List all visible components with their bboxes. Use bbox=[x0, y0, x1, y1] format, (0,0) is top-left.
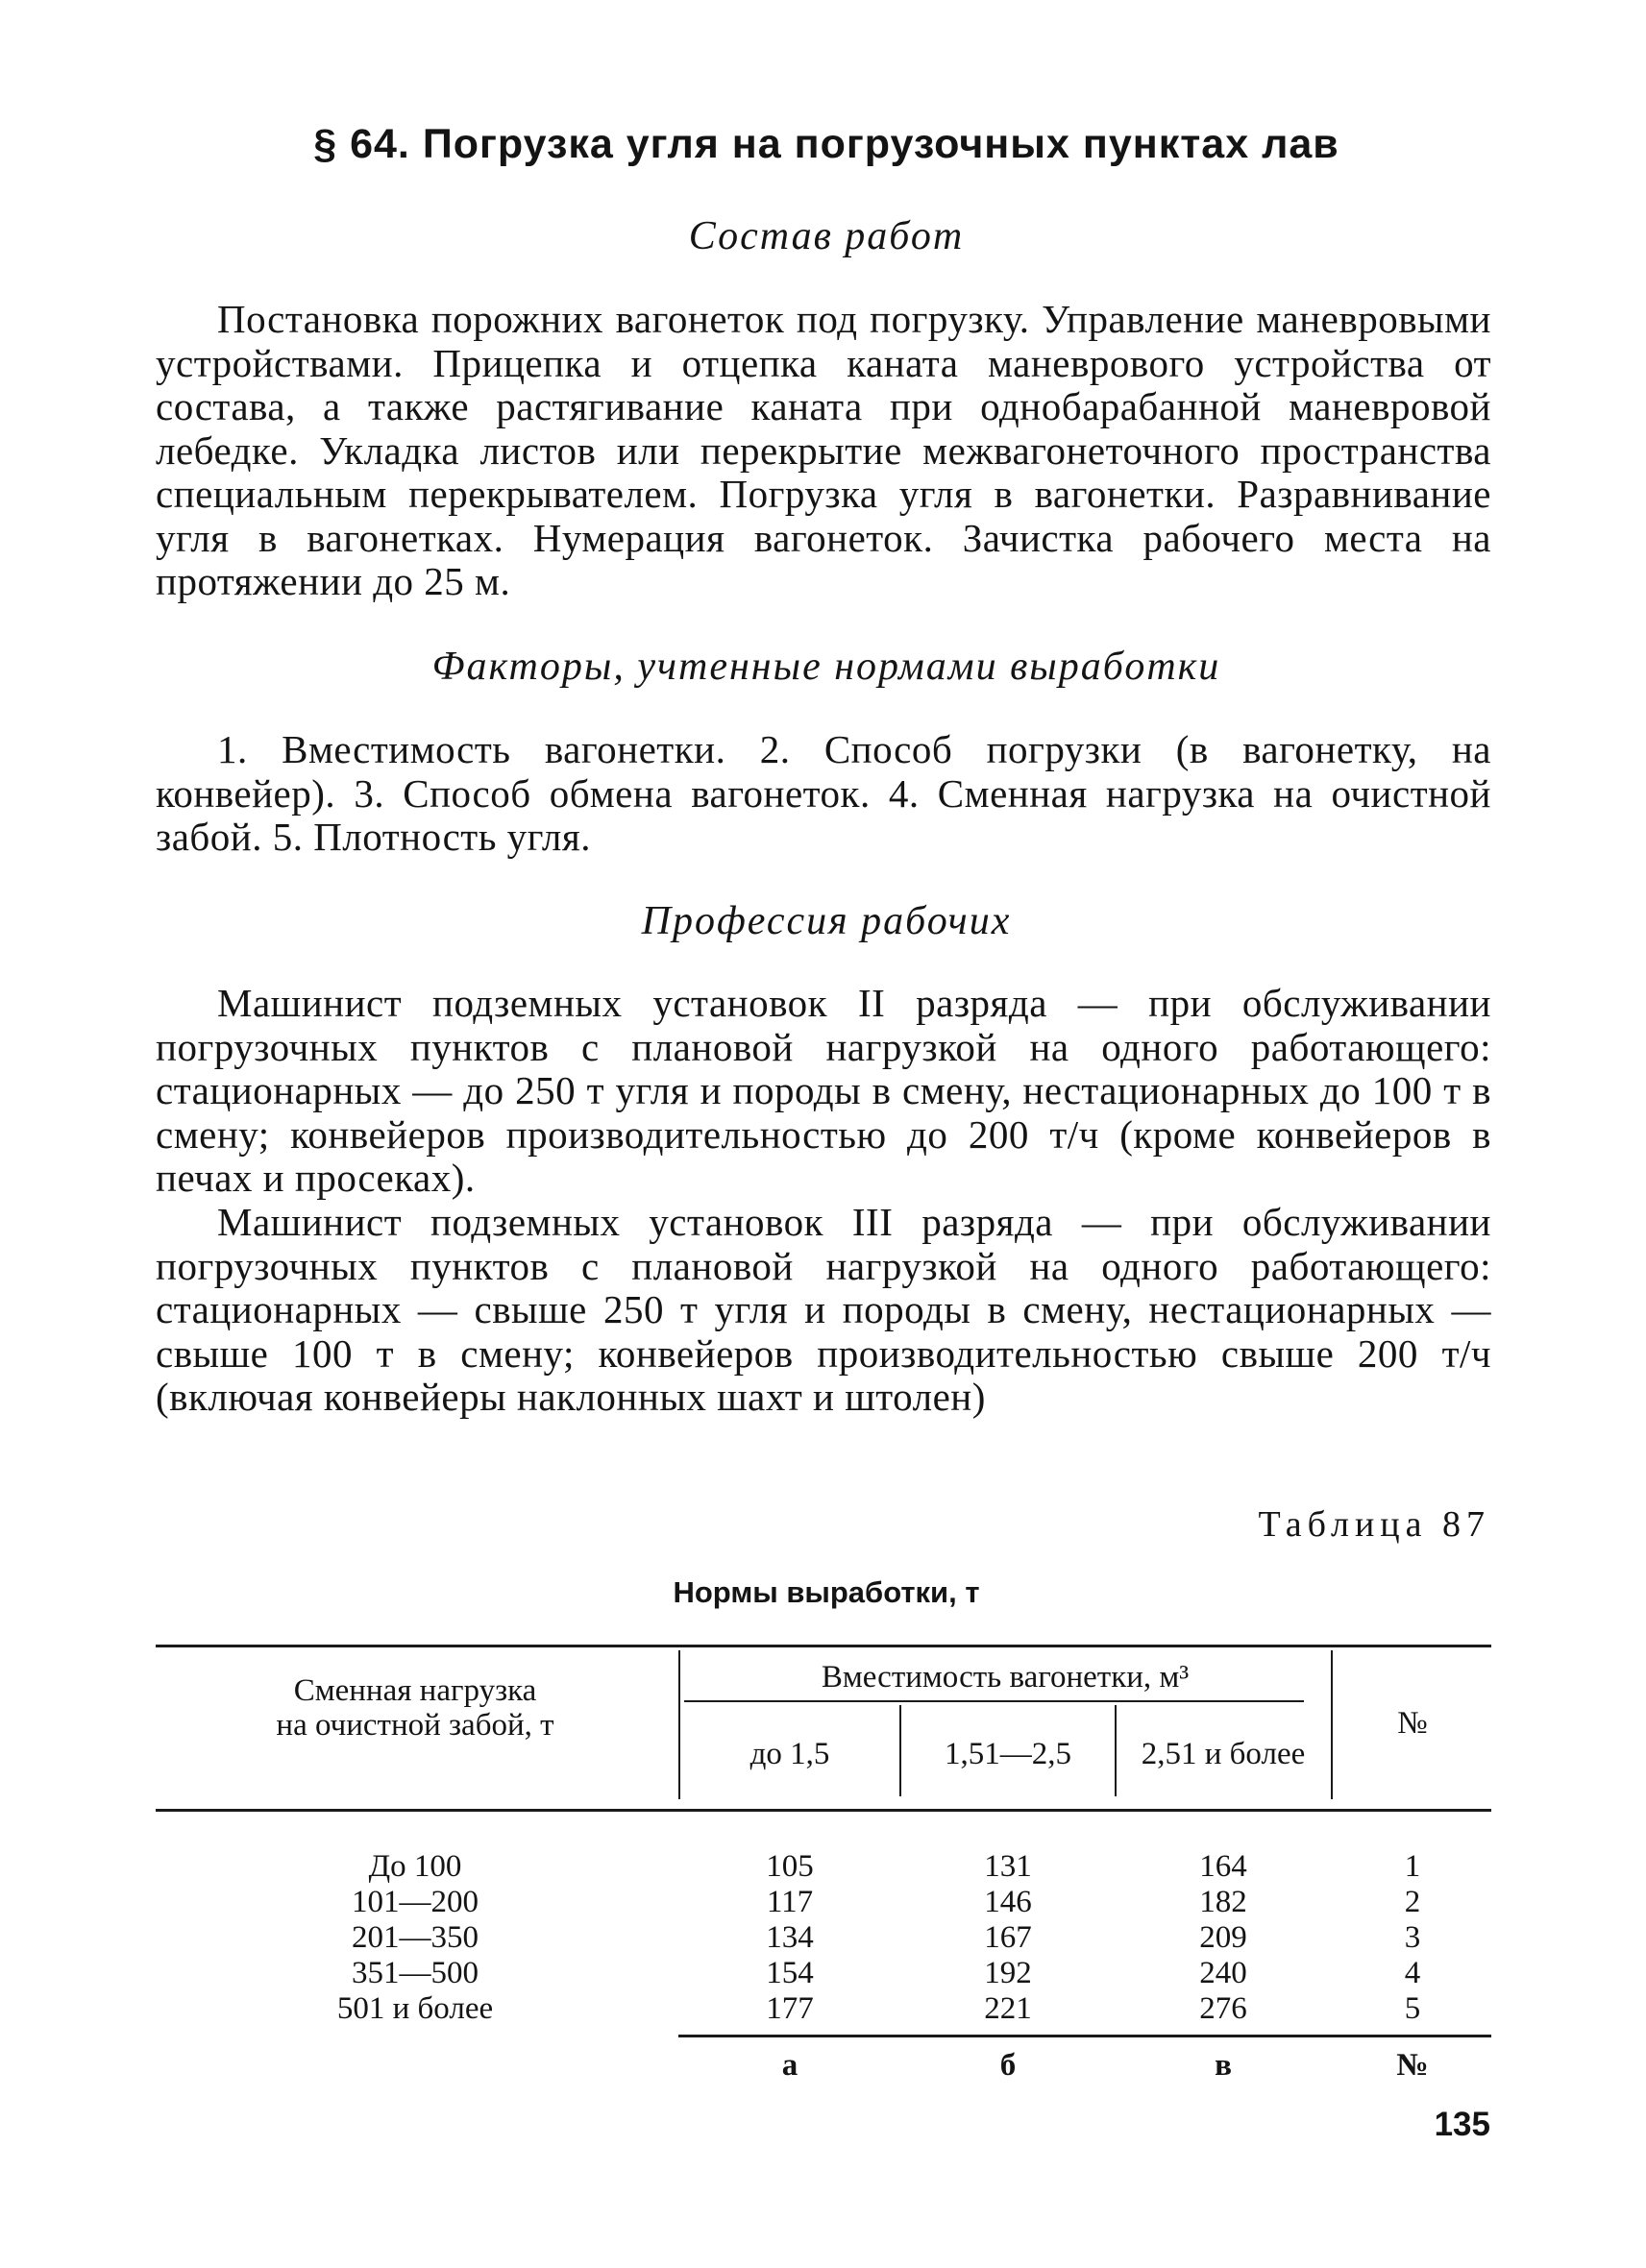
section-title: § 64. Погрузка угля на погрузочных пунктах лав bbox=[313, 121, 1339, 167]
row-value-c: 240 bbox=[1199, 1956, 1247, 1990]
page-number: 135 bbox=[1434, 2106, 1490, 2143]
header-divider-a bbox=[899, 1705, 901, 1796]
header-capacity-group: Вместимость вагонетки, м³ bbox=[821, 1660, 1190, 1695]
workers-heading: Профессия рабочих bbox=[641, 899, 1012, 943]
row-value-c: 182 bbox=[1199, 1885, 1247, 1919]
workers-paragraph-1: Машинист подземных установок II разряда — при обслуживании погрузочных пунктов с плановой нагрузкой на одного работающего: стационарных — до 250 т угля и породы в смену, нестационарных до 100 т в смену; конвейеров производительностью до 200 т/ч (кроме конвейеров в печах и просеках). bbox=[156, 981, 1491, 1200]
header-load-line2: на очистной забой, т bbox=[276, 1708, 554, 1743]
footer-col-b: б bbox=[999, 2048, 1017, 2083]
composition-heading: Состав работ bbox=[688, 214, 965, 258]
row-value-a: 154 bbox=[766, 1956, 814, 1990]
row-load: 351—500 bbox=[352, 1956, 479, 1990]
workers-paragraph-2: Машинист подземных установок III разряда — при обслуживании погрузочных пунктов с плановой нагрузкой на одного работающего: стационарных — свыше 250 т угля и породы в смену, нестационарных — свыше 100 т в смену; конвейеров производительностью свыше 200 т/ч (включая конвейеры наклонных шахт и штолен) bbox=[156, 1200, 1491, 1419]
factors-text: 1. Вместимость вагонетки. 2. Способ погрузки (в вагонетку, на конвейер). 3. Способ обмена вагонеток. 4. Сменная нагрузка на очистной забой. 5. Плотность угля. bbox=[156, 727, 1491, 859]
row-load: 201—350 bbox=[352, 1920, 479, 1955]
header-col-b: 1,51—2,5 bbox=[945, 1737, 1071, 1771]
row-number: 2 bbox=[1404, 1885, 1421, 1919]
row-value-b: 131 bbox=[984, 1849, 1032, 1884]
row-value-a: 134 bbox=[766, 1920, 814, 1955]
row-value-a: 177 bbox=[766, 1991, 814, 2026]
row-value-c: 209 bbox=[1199, 1920, 1247, 1955]
table-bottom-rule bbox=[678, 2035, 1491, 2037]
header-load-line1: Сменная нагрузка bbox=[293, 1673, 537, 1708]
header-divider-no bbox=[1331, 1650, 1333, 1799]
header-divider-load bbox=[678, 1650, 680, 1799]
header-col-c: 2,51 и более bbox=[1141, 1737, 1306, 1771]
row-load: 501 и более bbox=[336, 1991, 494, 2026]
footer-col-no: № bbox=[1396, 2048, 1429, 2083]
row-number: 1 bbox=[1404, 1849, 1421, 1884]
row-number: 4 bbox=[1404, 1956, 1421, 1990]
table-top-rule bbox=[156, 1645, 1491, 1647]
row-load: До 100 bbox=[368, 1849, 462, 1884]
table-title: Нормы выработки, т bbox=[673, 1575, 980, 1609]
row-value-b: 192 bbox=[984, 1956, 1032, 1990]
composition-text: Постановка порожних вагонеток под погрузку. Управление маневровыми устройствами. Прицепка и отцепка каната маневрового устройства от состава, а также растягивание каната при однобарабанной маневровой лебедке. Укладка листов или перекрытие межвагонеточного пространства специальным перекрывателем. Погрузка угля в вагонетки. Разравнивание угля в вагонетках. Нумерация вагонеток. Зачистка рабочего места на протяжении до 25 м. bbox=[156, 297, 1491, 603]
row-value-c: 276 bbox=[1199, 1991, 1247, 2026]
row-number: 3 bbox=[1404, 1920, 1421, 1955]
table-header-rule bbox=[156, 1809, 1491, 1812]
row-number: 5 bbox=[1404, 1991, 1421, 2026]
factors-heading: Факторы, учтенные нормами выработки bbox=[431, 645, 1221, 689]
footer-col-a: а bbox=[781, 2048, 798, 2083]
row-value-a: 105 bbox=[766, 1849, 814, 1884]
row-value-a: 117 bbox=[766, 1885, 814, 1919]
header-divider-b bbox=[1115, 1705, 1117, 1796]
header-col-a: до 1,5 bbox=[749, 1737, 830, 1771]
footer-col-c: в bbox=[1215, 2048, 1232, 2083]
row-value-b: 167 bbox=[984, 1920, 1032, 1955]
row-value-c: 164 bbox=[1199, 1849, 1247, 1884]
row-value-b: 146 bbox=[984, 1885, 1032, 1919]
capacity-group-rule bbox=[684, 1700, 1304, 1702]
row-load: 101—200 bbox=[352, 1885, 479, 1919]
table-caption: Таблица 87 bbox=[1258, 1504, 1490, 1545]
header-col-no: № bbox=[1397, 1706, 1428, 1741]
row-value-b: 221 bbox=[984, 1991, 1032, 2026]
